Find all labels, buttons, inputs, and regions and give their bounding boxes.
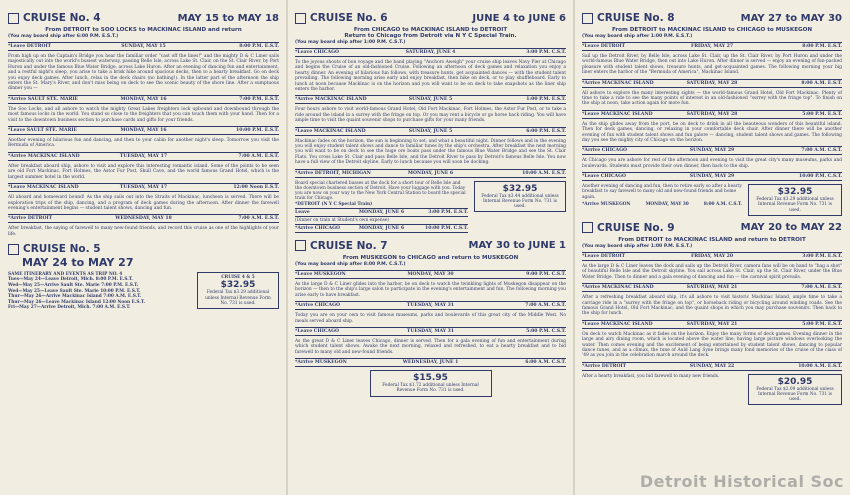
schedule-entry: *Arrive MUSKEGON MONDAY, MAY 30 8:00 A.M. C.S.T. — [582, 201, 742, 207]
schedule-entry: *Arrive MUSKEGON WEDNESDAY, JUNE 1 6:00 A.M. C.S.T. — [295, 360, 566, 366]
schedule-entry: *Leave MACKINAC ISLAND SATURDAY, MAY 21 5:00 P.M. E.S.T. — [582, 321, 843, 327]
schedule-entry: *Arrive MACKINAC ISLAND SUNDAY, JUNE 5 1:00 P.M. E.S.T. — [295, 97, 566, 103]
column-right — [574, 0, 850, 495]
description: To the joyous shouts of bon voyage and the band playing "Anchors Aweigh" your cruise ship leaves Navy Pier at Chicago and begins the Cruise of an old-fashioned Cruise. Following an afternoon of deck games and relaxation you enjoy a hearty dinner. An evening of hilarious fun follows, with treasure hunts, get acquainted dances — with the student talent prevailing. The following morning arise early and enjoy breakfast, then hike on deck, or to play shuffleboard. Early to lunch at noon because Mackinac is on the horizon and you will want to be on deck to take snapshots as the liner ship enters the harbor. — [295, 60, 566, 93]
cruise-7-title: CRUISE No. 7 — [310, 239, 388, 252]
description: Four hours ashore to visit world-famous Grand Hotel, Old Fort Mackinac, Fort Holmes, the Astor Fur Post, or to take a ride around the island in a surrey with the fringe on top. Or you may rent a bicycle or go horse back riding. You will have ample time to visit the quaint souvenir shops to purchase gifts for your many friends. — [295, 107, 566, 124]
description: On deck to watch Mackinac as it fades on the horizon. Enjoy the many forms of deck games. Evening dinner in the large and airy dining room, which is located above the water line, having large picture windows overlooking the water. Then comes evening and the excitement of being entertained by student talent shows, dancing to popular dance tunes, and as a climax, the tune of Auld Lang Syne brings many fond memories of the cruise of the class of '49 as you join in the celebration march around the deck. — [582, 331, 842, 359]
price-box — [197, 272, 279, 309]
checkbox-icon — [8, 244, 19, 255]
description: As the ship glides away from the port, be on deck to drink in all the beauteous wonders of this beautiful island. Then for deck games, dancing, or relaxing in your comfortable deck chair. After dinner there will be another evening of fun with student talent shows and fun galore — dancing, student talent shows and games. The following day you see the mighty city of Chicago on the horizon. — [582, 121, 842, 144]
cruise-6-dates: JUNE 4 to JUNE 6 — [472, 12, 566, 24]
schedule-entry: *Leave CHICAGO SATURDAY, JUNE 4 3:00 P.M. C.S.T. — [295, 50, 566, 55]
cruise-8-title: CRUISE No. 8 — [597, 12, 675, 24]
cruise-7-route: From MUSKEGON to CHICAGO and return to MUSKEGON — [342, 254, 519, 261]
description: As the large D & C Liner leaves the dock and sails up the Detroit River, camera fans will be on hand to "bag a shot" of beautiful Belle Isle and the Detroit skyline. You sail across Lake St. Clair, up the St. Clair River, under the Blue Water Bridge. Then to dinner and a gala evening of dancing and fun — the carnival spirit prevails. — [582, 263, 842, 280]
checkbox-icon — [582, 222, 593, 233]
price-box — [370, 370, 492, 396]
cruise-5-note: SAME ITINERARY AND EVENTS AS TRIP NO. 4 — [8, 272, 123, 278]
price-amount: $32.95 — [502, 183, 538, 194]
column-middle — [287, 0, 574, 495]
itinerary-line: Wed—May 25—Leave Sault Ste. Marie 10:00 P.M. E.S.T. — [8, 288, 141, 294]
itinerary-line: Thur—May 26—Arrive Mackinac Island 7:00 A.M. E.S.T. — [8, 294, 142, 300]
itinerary-line: Fri—May 27—Arrive Detroit, Mich. 7:00 A.M. E.S.T. — [8, 305, 131, 311]
cruise-5-dates: MAY 24 to MAY 27 — [22, 256, 134, 270]
cruise-4-route: From DETROIT to SOO LOCKS to MACKINAC ISLAND and return — [45, 27, 242, 33]
cruise-7-boarding: (You may board ship after 8:00 P.M. C.S.T.) — [295, 261, 406, 267]
description: As the great D & C Liner leaves Chicago, dinner is served. Then for a gala evening of fun and entertainment during which student talent shows. Awake the next morning, relaxed and refreshed, to eat a hearty breakfast and to bid farewell to many old and new-found friends. — [295, 338, 566, 355]
schedule-entry: *Leave CHICAGO TUESDAY, MAY 31 5:00 P.M. C.S.T. — [295, 328, 566, 334]
cruise-6-route-return: Return to Chicago from Detroit via N Y C Special Train. — [344, 33, 517, 39]
description: At Chicago you are ashore for rest of the afternoon and evening to visit the great city's many museums, parks and boulevards. Students must provide their own dinner, then back to the ship. — [582, 158, 842, 169]
cruise-6-header — [295, 12, 566, 24]
itinerary-line: Wed—May 25—Arrive Sault Ste. Marie 7:00 P.M. E.S.T. — [8, 282, 139, 288]
description: From high up on the Captain's Bridge you hear the familiar order "cast off the lines!" and the mighty D & C Liner sails majestically out into the world's busiest waterway, passing Belle Isle, across Lake St. Clair, on the St. Clair River, by Port Huron and under the famous Blue Water Bridge, across Lake Huron. After an evening of dancing fun and entertainment, and a restful night's sleep, you arise to take a brisk hike around spacious decks, then to a hearty breakfast. Go on deck you enjoy deck games. After lunch, relax in the deck chairs (no bathing!). In the latter part of the afternoon the ship enters the St. Mary's River, and don't miss being on deck to see the scenic beauty of the shore line. After a sumptuous dinner you — — [8, 54, 279, 92]
cruise-6-route: From CHICAGO to MACKINAC ISLAND to DETROIT — [353, 27, 508, 33]
schedule-entry: *Arrive CHICAGO MONDAY, JUNE 6 10:00 P.M. C.S.T. — [295, 225, 469, 231]
description: The Soo Locks, and all ashore to watch the mighty Great Lakes freighters lock upbound and downbound through the most famous locks in the world. You stand so close to the freighters that you can touch them with your hand. Then for a visit to the downtown business section to purchase cards and gifts for your friends. — [8, 106, 279, 123]
schedule-entry: *Leave MACKINAC ISLAND SATURDAY, MAY 28 5:00 P.M. E.S.T. — [582, 111, 843, 117]
tax-note: Federal Tax $3.29 additional unless Internal Revenue Form No. 731 is used. — [205, 290, 271, 306]
cruise-9-dates: MAY 20 to MAY 22 — [740, 222, 842, 234]
description: As the large D & C Liner glides into the harbor, be on deck to watch the twinkling lights of Muskegon disappear on the horizon — then to the ship's large salon to participate in the evening's entertainment and fun. The following morning you arise early to have breakfast. — [295, 281, 566, 298]
schedule-entry: *Arrive CHICAGO SUNDAY, MAY 29 7:00 A.M. C.S.T. — [582, 148, 843, 154]
tax-note: Federal Tax $2.09 additional unless Internal Revenue Form No. 731 is used. — [756, 386, 834, 403]
dinner-note: (Dinner on train at Student's own expense) — [295, 217, 390, 223]
price-label: CRUISE 4 & 5 — [221, 275, 255, 281]
cruise-5-header — [8, 243, 279, 255]
checkbox-icon — [295, 240, 306, 251]
price-box — [748, 184, 842, 216]
cruise-8-dates: MAY 27 to MAY 30 — [740, 12, 842, 24]
schedule-entry: *Arrive CHICAGO TUESDAY, MAY 31 7:00 A.M. C.S.T. — [295, 303, 566, 309]
price-amount: $32.95 — [777, 187, 813, 198]
schedule-entry: *Leave CHICAGO SUNDAY, MAY 29 10:00 P.M. C.S.T. — [582, 174, 843, 180]
watermark: Detroit Historical Soc — [639, 472, 844, 491]
cruise-6-title: CRUISE No. 6 — [310, 12, 388, 24]
description: All ashore to explore the many interesting sights — the world-famous Grand Hotel, Old Fort Mackinac. Plenty of time to take a ride to see the many points of interest in an old-fashioned "surrey with the fringe top". To finish on the ship at noon, take action again for more fun. — [582, 90, 842, 107]
schedule-entry: *Arrive MACKINAC ISLAND TUESDAY, MAY 17 7:00 A.M. E.S.T. — [8, 153, 279, 159]
price-amount: $32.95 — [220, 280, 256, 291]
price-box — [474, 181, 566, 213]
schedule-entry: *Leave DETROIT FRIDAY, MAY 27 8:00 P.M. E.S.T. — [582, 44, 843, 49]
checkbox-icon — [582, 13, 593, 24]
description: After a refreshing breakfast aboard ship, it's all ashore to visit historic Mackinac Island, ample time to take a carriage ride in a "surrey with the fringe on top", or horseback riding or bicycling around winding roads. See the famous Grand Hotel, Old Fort Mackinac, and the quaint shops in which you may purchase souvenirs. Then back to the ship for lunch. — [582, 295, 842, 317]
schedule-entry: Leave MONDAY, JUNE 6 3:00 P.M. E.S.T. — [295, 209, 469, 215]
price-amount: $20.95 — [777, 376, 813, 387]
schedule-entry: *Leave MUSKEGON MONDAY, MAY 30 9:00 P.M. C.S.T. — [295, 271, 566, 277]
bus-tour-note: Board special chartered busses at the dock for a short tour of Belle Isle and the downtown business section of Detroit. Have your luggage with you. Today you are now on your way to the New York Central Station to board the special train for Chicago. — [295, 180, 466, 202]
description: Sail up the Detroit River, by Belle Isle, across Lake St. Clair, up the St. Clair River, by Port Huron and under the world-famous Blue Water Bridge, then out into Lake Huron. After dinner is served — enjoy an evening of fun-packed pleasure with student talent shows, treasure hunts, and get-acquainted games. The following morning your big liner enters the harbor of the "Bermuda of America", Mackinac Island. — [582, 54, 842, 76]
tax-note: Federal Tax $1.72 additional unless Internal Revenue Form No. 731 is used. — [382, 383, 479, 394]
cruise-9-header — [582, 222, 842, 234]
schedule-entry: *Arrive DETROIT, MICHIGAN MONDAY, JUNE 6 10:00 A.M. E.S.T. — [295, 170, 566, 176]
cruise-8-header — [582, 12, 842, 24]
schedule-entry: *Arrive DETROIT SUNDAY, MAY 22 10:00 A.M. E.S.T. — [582, 363, 843, 369]
price-amount: $15.95 — [413, 373, 448, 384]
cruise-8-route: From DETROIT to MACKINAC ISLAND to CHICAGO to MUSKEGON — [611, 27, 813, 33]
cruise-7-dates: MAY 30 to JUNE 1 — [468, 240, 566, 252]
cruise-8-boarding: (You may board ship after 1:00 P.M. E.S.T.) — [582, 34, 693, 39]
schedule-entry: *Arrive SAULT STE. MARIE MONDAY, MAY 16 7:00 P.M. E.S.T. — [8, 96, 279, 102]
schedule-entry: *Arrive DETROIT WEDNESDAY, MAY 18 7:00 A.M. E.S.T. — [8, 216, 279, 222]
itinerary-line: Tues—May 24—Leave Detroit, Mich. 8:00 P.M. E.S.T. — [8, 277, 133, 283]
cruise-7-header — [295, 240, 566, 252]
description: Mackinac fades on the horizon, the sun is beginning to set, and what a beautiful night. Dinner follows and in the evening you will enjoy student talent shows and dance to familiar tunes by the ship's orchestra. After breakfast the next morning you will want to be on deck to see the huge ore boats pass under the famous Blue Water Bridge and see the St. Clair Flats. You cross Lake St. Clair and pass Belle Isle, and the Detroit River to pass by Detroit's famous Belle Isle. You now have a full view of the Detroit skyline. Early to lunch because you will soon be docking. — [295, 138, 566, 166]
checkbox-icon — [295, 13, 306, 24]
cruise-4-dates: MAY 15 to MAY 18 — [177, 12, 279, 24]
cruise-9-route: From DETROIT to MACKINAC ISLAND and return to DETROIT — [618, 236, 806, 243]
cruise-4-title: CRUISE No. 4 — [23, 12, 101, 24]
cruise-4-boarding: (You may board ship after 6:00 P.M. E.S.T.) — [8, 34, 119, 39]
description: Another evening of dancing and fun, then to retire early so after a hearty breakfast to say farewell to many old and new-found friends and home again. — [582, 184, 742, 200]
schedule-entry: *Leave SAULT STE. MARIE MONDAY, MAY 16 10:00 P.M. E.S.T. — [8, 128, 279, 134]
schedule-entry: *Leave MACKINAC ISLAND TUESDAY, MAY 17 12:00 Noon E.S.T. — [8, 185, 279, 191]
price-box — [748, 374, 842, 406]
cruise-4-header — [8, 12, 279, 24]
tax-note: Federal Tax $3.44 additional unless Internal Revenue Form No. 731 is used. — [481, 193, 559, 210]
schedule-entry: *Leave DETROIT SUNDAY, MAY 15 8:00 P.M. E.S.T. — [8, 44, 279, 49]
description: Today you are on your own to visit famous museums, parks and boulevards of this great city of the Middle West. No meals served aboard ship. — [295, 313, 566, 324]
itinerary-line: Thur—May 26—Leave Mackinac Island 12:00 Noon E.S.T. — [8, 299, 146, 305]
schedule-entry: *Leave DETROIT FRIDAY, MAY 20 3:00 P.M. E.S.T. — [582, 253, 843, 259]
description: All aboard and homeward bound! As the ship sails out into the Straits of Mackinac, luncheon is served. There will be exploration trips of the ship, dancing, and a program of deck games during the afternoon. After dinner the farewell evening's entertainment begins — student talent shows, dancing and fun. — [8, 195, 279, 211]
train-heading: *DETROIT (N Y C Special Train) — [295, 201, 373, 207]
tax-note: Federal Tax $3.29 additional unless Internal Revenue Form No. 731 is used. — [756, 197, 834, 213]
schedule-entry: *Leave MACKINAC ISLAND SUNDAY, JUNE 5 6:00 P.M. E.S.T. — [295, 128, 566, 134]
cruise-5-title: CRUISE No. 5 — [23, 243, 101, 256]
cruise-9-title: CRUISE No. 9 — [597, 221, 675, 234]
schedule-entry: *Arrive MACKINAC ISLAND SATURDAY, MAY 21 7:00 A.M. E.S.T. — [582, 285, 843, 291]
schedule-entry: *Arrive MACKINAC ISLAND SATURDAY, MAY 28 8:00 A.M. E.S.T. — [582, 80, 843, 86]
cruise-6-boarding: (You may board ship after 1:00 P.M. C.S.T.) — [295, 40, 406, 45]
cruise-9-boarding: (You may board ship after 1:00 P.M. E.S.T.) — [582, 243, 693, 249]
description: After breakfast, the saying of farewell to many new-found friends, and record this cruise as one of the highlights of your life. — [8, 226, 279, 237]
description: After breakfast aboard ship, ashore to visit and explore this interesting romantic island. Some of the points to be seen are old Fort Mackinac, Fort Holmes, the Astor Fur Post, Skull Cave, and the world famous Grand Hotel, which is the largest summer hotel in the world. — [8, 163, 279, 180]
checkbox-icon — [8, 13, 19, 24]
column-left — [0, 0, 287, 495]
description: Another evening of hilarious fun and dancing, and then to your cabin for another night's sleep. Tomorrow you visit the Bermuda of America. — [8, 138, 279, 149]
description: After a hearty breakfast, you bid farewell to many new friends. — [582, 373, 720, 379]
